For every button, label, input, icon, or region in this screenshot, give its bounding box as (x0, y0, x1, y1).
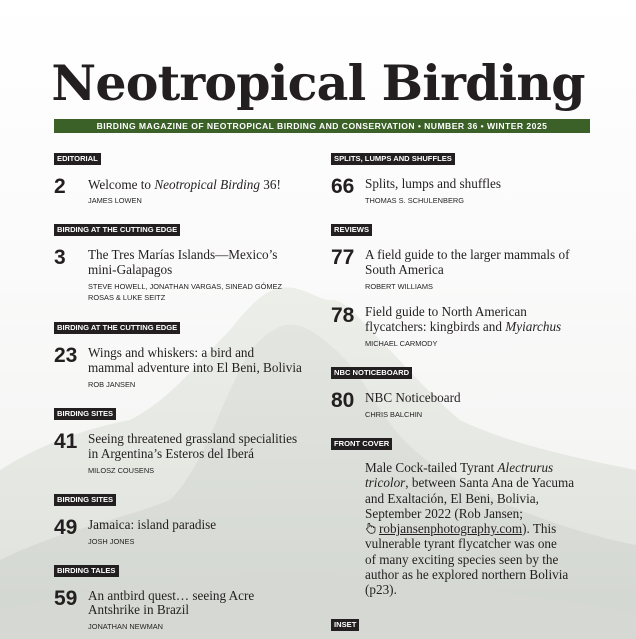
article-title-line: Antshrike in Brazil (88, 602, 190, 617)
page-number: 23 (54, 344, 78, 367)
page-number: 80 (331, 389, 355, 412)
article-title-line: Seeing threatened grassland specialities (88, 431, 298, 446)
page-number: 49 (54, 516, 78, 539)
section-label: REVIEWS (331, 224, 372, 236)
article-title-line: mini-Galapagos (88, 262, 173, 277)
page-number: 41 (54, 430, 78, 453)
masthead-banner: BIRDING MAGAZINE OF NEOTROPICAL BIRDING AND CONSERVATION • NUMBER 36 • WINTER 2025 (54, 119, 590, 133)
page-number: 77 (331, 246, 355, 269)
article-title-line: Field guide to North American (365, 304, 527, 319)
article-title-line: South America (365, 262, 444, 277)
section-label: BIRDING AT THE CUTTING EDGE (54, 322, 180, 334)
page-number: 66 (331, 175, 355, 198)
section-label: FRONT COVER (331, 438, 392, 450)
article-author: JAMES LOWEN (88, 196, 142, 205)
page-number: 3 (54, 246, 66, 269)
article-title-line: in Argentina’s Esteros del Iberá (88, 446, 255, 461)
magazine-title: Neotropical Birding (51, 54, 585, 112)
photographer-link[interactable]: robjansenphotography.com (379, 521, 523, 537)
page-number: 59 (54, 587, 78, 610)
cover-caption-text: Male Cock-tailed Tyrant Alectrurus tricolor, between Santa Ana de Yacuma and Exaltación, El Beni, Bolivia, September 2022 (Rob Jansen; robjansenphotography.com). This vulnerable tyrant flycatcher was one of many exciting species seen by the author as he explored northern Bolivia (p23). (365, 460, 575, 598)
section-label: BIRDING SITES (54, 494, 116, 506)
article-title-line: The Tres Marías Islands—Mexico’s (88, 247, 278, 262)
article-title-line: An antbird quest… seeing Acre (88, 588, 255, 603)
section-label: BIRDING TALES (54, 565, 119, 577)
article-title-line: mammal adventure into El Beni, Bolivia (88, 360, 302, 375)
article-author: CHRIS BALCHIN (365, 410, 423, 419)
section-label: BIRDING AT THE CUTTING EDGE (54, 224, 180, 236)
article-title-line: Wings and whiskers: a bird and (88, 345, 255, 360)
section-label: NBC NOTICEBOARD (331, 367, 412, 379)
section-label: INSET (331, 619, 359, 631)
article-author-line: ROSAS & LUKE SEITZ (88, 293, 166, 302)
section-label: EDITORIAL (54, 153, 101, 165)
article-author: JONATHAN NEWMAN (88, 622, 163, 631)
article-author: MILOSZ COUSENS (88, 466, 155, 475)
article-title-line: A field guide to the larger mammals of (365, 247, 570, 262)
article-author: ROB JANSEN (88, 380, 136, 389)
article-title: Welcome to Neotropical Birding 36! (88, 177, 281, 192)
page-number: 78 (331, 304, 355, 327)
article-title-line: flycatchers: kingbirds and Myiarchus (365, 319, 562, 334)
section-label: SPLITS, LUMPS AND SHUFFLES (331, 153, 455, 165)
page-number: 2 (54, 175, 66, 198)
pointer-hand-icon (365, 522, 377, 534)
article-title-line: Splits, lumps and shuffles (365, 176, 502, 191)
section-label: BIRDING SITES (54, 408, 116, 420)
article-author: JOSH JONES (88, 537, 135, 546)
article-author-line: STEVE HOWELL, JONATHAN VARGAS, SINEAD GÓMEZ (88, 282, 282, 291)
article-author: MICHAEL CARMODY (365, 339, 438, 348)
article-author: ROBERT WILLIAMS (365, 282, 433, 291)
article-title-line: Jamaica: island paradise (88, 517, 217, 532)
article-author: THOMAS S. SCHULENBERG (365, 196, 464, 205)
article-title-line: NBC Noticeboard (365, 390, 461, 405)
